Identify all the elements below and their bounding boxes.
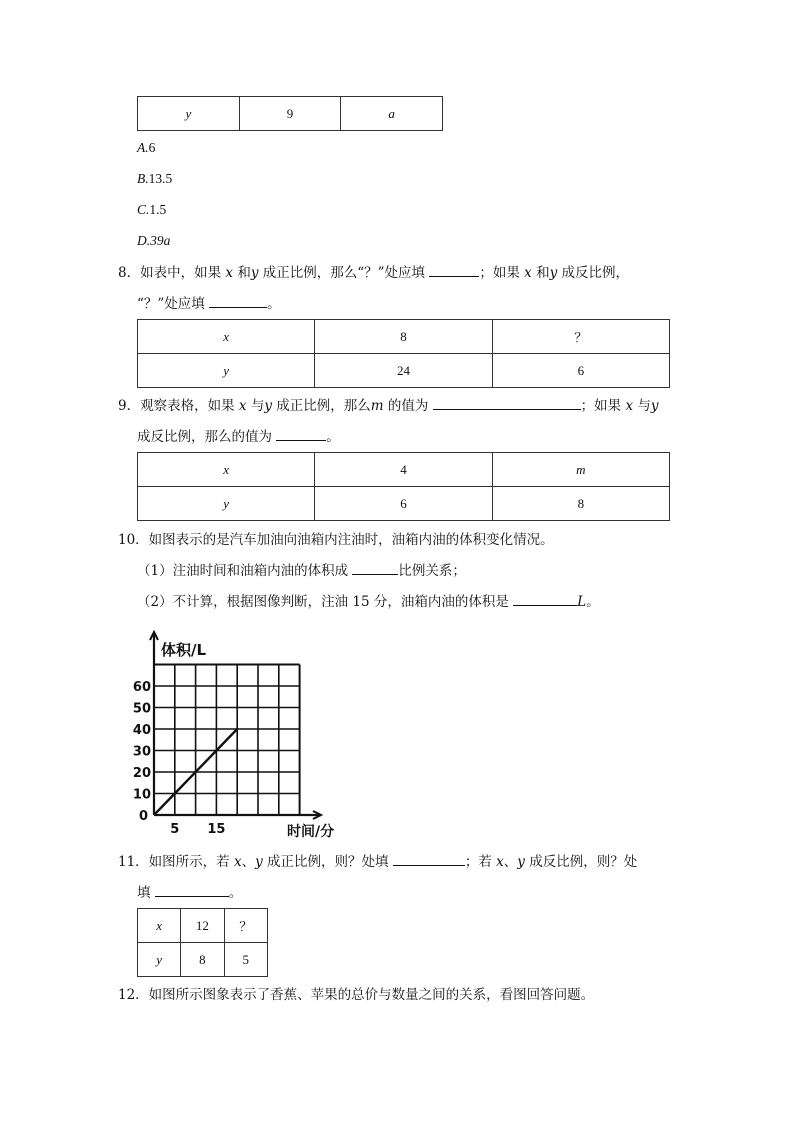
option-d[interactable]: [137, 233, 170, 249]
table-cell: 24: [315, 354, 492, 388]
q8-line2: “？”处应填 。: [137, 293, 281, 315]
q11-line1: 11．如图所示，若 x、y 成正比例，则？处填 ；若 x、y 成反比例，则？处: [118, 851, 637, 873]
table-cell: m: [492, 453, 669, 487]
answer-blank[interactable]: [352, 560, 398, 575]
table-cell: y: [138, 943, 181, 977]
answer-blank[interactable]: [513, 591, 577, 606]
table-cell: 12: [181, 909, 224, 943]
q10-stem: 10．如图表示的是汽车加油向油箱内注油时，油箱内油的体积变化情况。: [118, 532, 554, 548]
x-axis-label: 时间/分: [287, 824, 335, 840]
table-cell: y: [138, 354, 315, 388]
option-value: 6: [148, 140, 156, 155]
table-cell: ？: [224, 909, 267, 943]
table-cell: 8: [181, 943, 224, 977]
q7-table: [137, 96, 443, 131]
table-cell: ？: [492, 320, 669, 354]
volume-time-chart: [132, 628, 350, 842]
table-cell: x: [138, 453, 315, 487]
table-cell: x: [138, 909, 181, 943]
option-a[interactable]: [137, 140, 155, 156]
x-tick-label: 15: [207, 822, 226, 837]
table-cell: 8: [492, 487, 669, 521]
table-cell: y: [138, 487, 315, 521]
x-tick-label: 5: [170, 822, 180, 837]
answer-blank[interactable]: [433, 395, 581, 410]
table-cell: 6: [492, 354, 669, 388]
table-cell: y: [138, 97, 240, 131]
q8-table: [137, 319, 670, 388]
q10-sub2: （2）不计算，根据图像判断，注油 15 分，油箱内油的体积是 L。: [137, 591, 600, 613]
q9-line1: 9．观察表格，如果 x 与y 成正比例，那么m 的值为 ；如果 x 与y: [118, 395, 659, 417]
y-tick-label: 40: [132, 723, 151, 738]
table-cell: 4: [315, 453, 492, 487]
table-cell: 9: [239, 97, 341, 131]
q10-sub1: （1）注油时间和油箱内油的体积成 比例关系；: [137, 560, 466, 582]
option-value: 39a: [150, 233, 171, 248]
y-tick-label: 20: [132, 766, 151, 781]
y-tick-label: 60: [132, 680, 151, 695]
table-cell: a: [341, 97, 443, 131]
q9-line2: 成反比例，那么的值为 。: [137, 426, 340, 448]
answer-blank[interactable]: [429, 262, 479, 277]
y-tick-label: 30: [132, 744, 151, 760]
q11-table: [137, 908, 268, 977]
y-axis-label: 体积/L: [161, 641, 207, 659]
option-c[interactable]: [137, 202, 166, 218]
answer-blank[interactable]: [209, 293, 267, 308]
q9-table: [137, 452, 670, 521]
answer-blank[interactable]: [276, 426, 326, 441]
option-letter: D.: [137, 233, 151, 248]
table-cell: 6: [315, 487, 492, 521]
q8-line1: 8．如表中，如果 x 和y 成正比例，那么“？”处应填 ；如果 x 和y 成反比例，: [118, 262, 629, 284]
q11-line2: 填 。: [137, 882, 242, 904]
q12-stem: 12．如图所示图象表示了香蕉、苹果的总价与数量之间的关系，看图回答问题。: [118, 987, 595, 1003]
answer-blank[interactable]: [155, 882, 229, 897]
table-cell: 5: [224, 943, 267, 977]
option-value: 13.5: [148, 171, 173, 186]
y-tick-label: 0: [138, 809, 148, 824]
y-tick-label: 10: [132, 787, 151, 803]
table-cell: x: [138, 320, 315, 354]
answer-blank[interactable]: [393, 851, 465, 866]
option-value: 1.5: [149, 202, 167, 217]
table-cell: 8: [315, 320, 492, 354]
option-letter: C.: [137, 202, 150, 217]
option-letter: B.: [137, 171, 149, 186]
y-tick-label: 50: [132, 701, 151, 717]
option-b[interactable]: [137, 171, 172, 187]
option-letter: A.: [137, 140, 149, 155]
